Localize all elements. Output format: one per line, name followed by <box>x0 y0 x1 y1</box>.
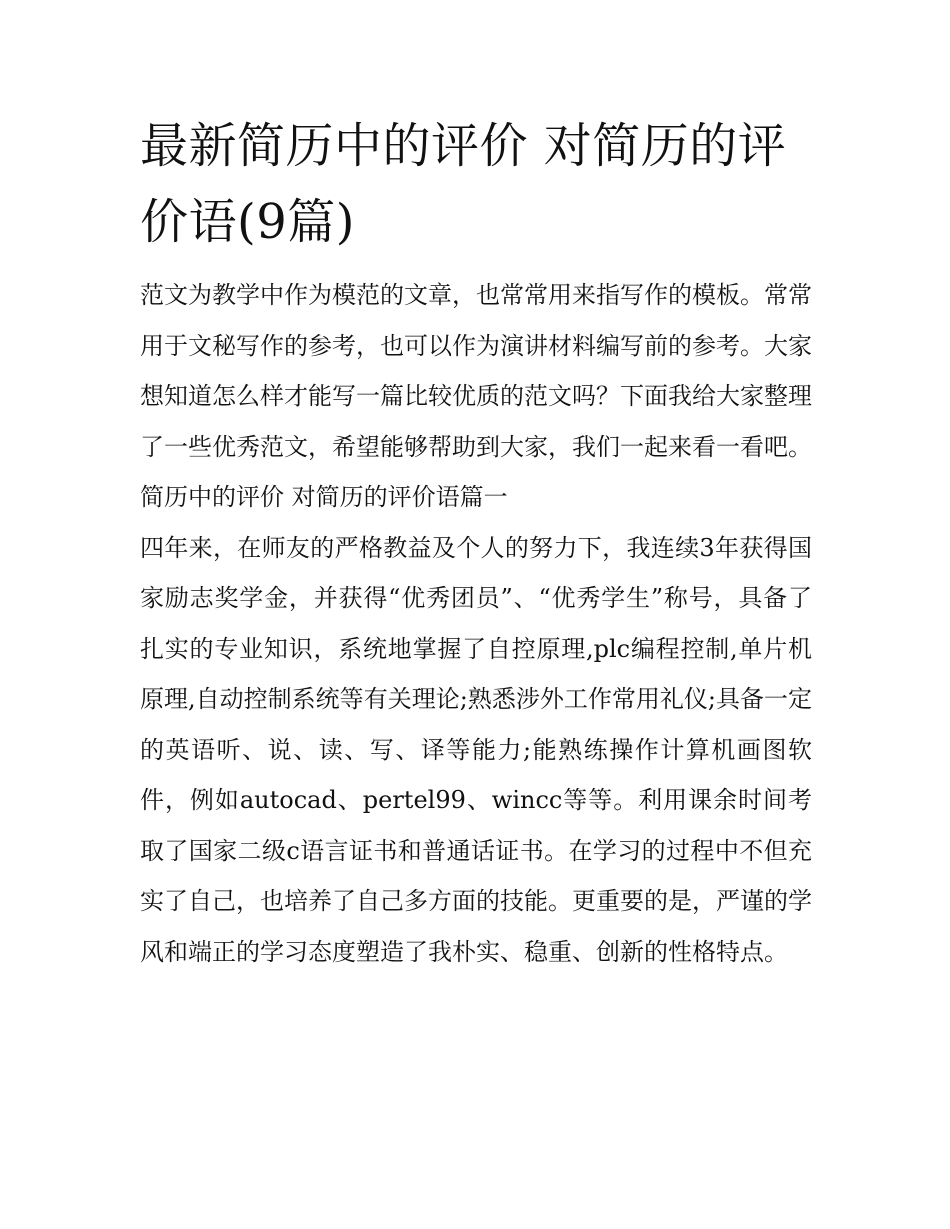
document-title: 最新简历中的评价 对简历的评价语(9篇) <box>140 118 787 250</box>
body-paragraph: 四年来，在师友的严格教益及个人的努力下，我连续3年获得国家励志奖学金，并获得“优秀团员”、“优秀学生”称号，具备了扎实的专业知识，系统地掌握了自控原理,plc编程控制,单片机原理,自动控制系统等有关理论;熟悉涉外工作常用礼仪;具备一定的英语听、说、读、写、译等能力;能熟练操作计算机画图软件，例如autocad、pertel99、wincc等等。利用课余时间考取了国家二级c语言证书和普通话证书。在学习的过程中不但充实了自己，也培养了自己多方面的技能。更重要的是，严谨的学风和端正的学习态度塑造了我朴实、稳重、创新的性格特点。 <box>140 533 812 966</box>
document-page <box>140 108 812 977</box>
section-heading: 简历中的评价 对简历的评价语篇一 <box>140 483 508 511</box>
intro-paragraph: 范文为教学中作为模范的文章，也常常用来指写作的模板。常常用于文秘写作的参考，也可以作为演讲材料编写前的参考。大家想知道怎么样才能写一篇比较优质的范文吗？下面我给大家整理了一些优秀范文，希望能够帮助到大家，我们一起来看一看吧。 <box>140 281 812 461</box>
